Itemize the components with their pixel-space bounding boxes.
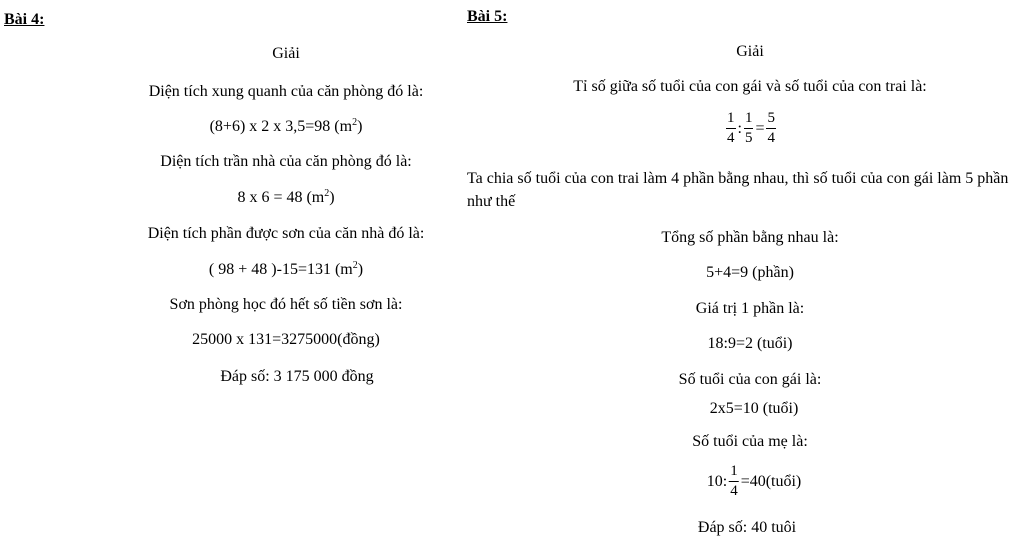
bai4-line8: 25000 x 131=3275000(đồng) <box>192 331 380 348</box>
bai4-line6: ( 98 + 48 )-15=131 $(m^2)$ <box>208 260 364 278</box>
bai4-heading: Bài 4: <box>4 11 45 28</box>
bai4-giai: Giải <box>272 45 300 62</box>
fraction-1-4-mother: $\frac{1}{4}$ <box>730 463 738 499</box>
bai5-line3: 5+4=9 (phần) <box>706 264 794 281</box>
bai5-giai: Giải <box>736 43 764 60</box>
bai4-line1: Diện tích xung quanh của căn phòng đó là: <box>148 83 424 100</box>
bai5-ratio: $\frac{1}{4}$ : $\frac{1}{5}$ = $\frac{5}{4}$ <box>727 110 775 146</box>
bai5-line4: Giá trị 1 phần là: <box>695 300 805 317</box>
bai4-line2: (8+6) x 2 x 3,5=98 $(m^2)$ <box>209 117 363 135</box>
bai5-line8: Số tuổi của mẹ là: <box>692 433 808 450</box>
bai5-line2: Tổng số phần bằng nhau là: <box>661 229 839 246</box>
bai4-line5: Diện tích phần được sơn của căn nhà đó là: <box>147 225 425 242</box>
bai5-line1: Tỉ số giữa số tuổi của con gái và số tuổi của con trai là: <box>573 78 927 95</box>
bai5-paragraph: Ta chia số tuổi của con trai làm 4 phần bằng nhau, thì số tuổi của con gái làm 5 phần như thế <box>467 170 1009 210</box>
bai4-answer: Đáp số: 3 175 000 đồng <box>220 368 374 385</box>
fraction-5-4: $\frac{5}{4}$ <box>767 110 775 146</box>
bai5-mother: 10: $\frac{1}{4}$ =40(tuổi) <box>706 463 802 499</box>
bai5-line6: Số tuổi của con gái là: <box>678 371 822 388</box>
fraction-1-5: $\frac{1}{5}$ <box>744 110 753 146</box>
bai5-answer: Đáp số: 40 tuôi <box>697 519 797 536</box>
bai4-line3: Diện tích trần nhà của căn phòng đó là: <box>160 153 412 170</box>
bai5-line7: 2x5=10 (tuổi) <box>709 400 799 417</box>
fraction-1-4: $\frac{1}{4}$ <box>727 110 735 146</box>
bai4-line4: 8 x 6 = 48 $(m^2)$ <box>237 188 335 206</box>
bai5-line5: 18:9=2 (tuổi) <box>707 335 793 352</box>
bai4-line7: Sơn phòng học đó hết số tiền sơn là: <box>169 296 403 313</box>
bai5-heading: Bài 5: <box>467 8 508 25</box>
